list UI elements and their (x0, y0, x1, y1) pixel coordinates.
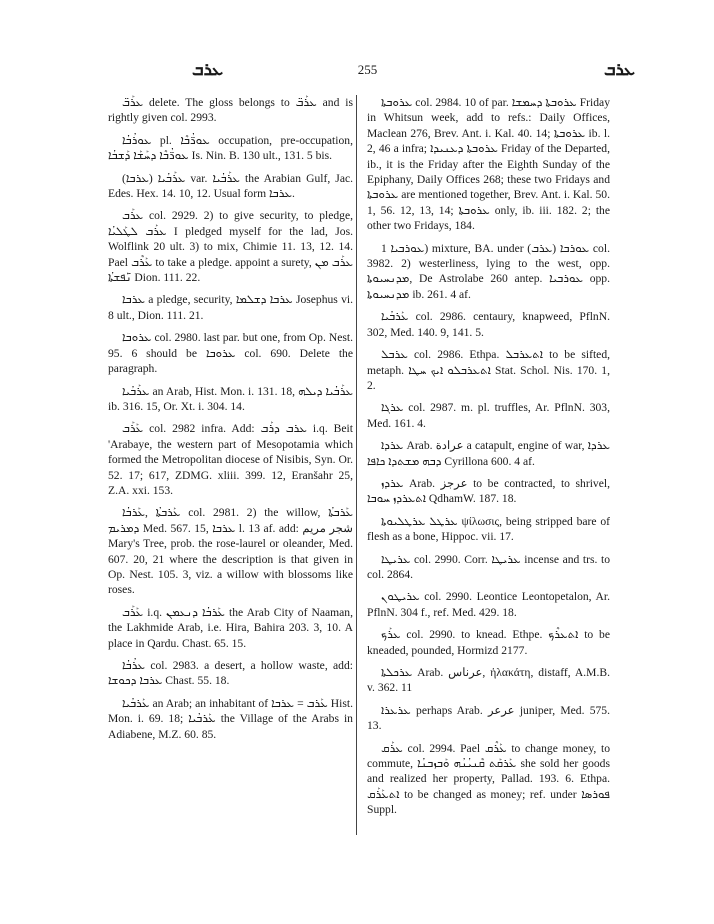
dictionary-entry: ܥܪܥܪܐ perhaps Arab. عرعر juniper, Med. 575. 13. (367, 703, 610, 733)
dictionary-entry: ܥܪܕܙ Arab. عرجز to be contracted, to shrivel, ܐܬܥܪܕܙ ܚܘܒܐ QdhamW. 187. 18. (367, 476, 610, 506)
dictionary-entry: ܥܘܪܳܒܳܐ pl. ܥܘܪ̈ܳܒܶܐ occupation, pre-occupation, ܥܘܪ̈ܳܒܶܐ ܕܚܰܫܰܐ ܕܰܫܒܳܐ Is. Nin. B. 130 ult., 131. 5 bis. (108, 133, 353, 163)
dictionary-entry: ܥܰܪܒܳܝܐ col. 2986. centaury, knapweed, PflnN. 302, Med. 140. 9, 141. 5. (367, 310, 610, 339)
dictionary-entry: ܥܪܒܐ a pledge, security, ܥܪܒܐ ܕܫܠܡܐ Josephus vi. 8 ult., Dion. 111. 21. (108, 293, 353, 322)
dictionary-entry: ܥܪܓܐ col. 2987. m. pl. truffles, Ar. PflnN. 303, Med. 161. 4. (367, 401, 610, 430)
running-head-left: ܥܪܒ (192, 60, 224, 79)
dictionary-entry: ܥܪܒܠ col. 2986. Ethpa. ܐܬܥܪܒܠ to be sifted, metaph. ܐܬܥܪܒܠܘ ܐܝܟ ܚܛܐ Stat. Schol. Nis. 170. 1, 2. (367, 348, 611, 392)
dictionary-entry: ܥܪܰܒܳܝܐ (ܥܪܒܐ) var. ܥܪܰܒܳܝܐ the Arabian Gulf, Jac. Edes. Hex. 14. 10, 12. Usual form ܥܪܒܐ. (108, 171, 354, 201)
dictionary-entry: ܥܪܝܛܘܢ col. 2990. Leontice Leontopetalon, Ar. PflnN. 304 f., ref. Med. 429. 18. (367, 590, 610, 619)
dictionary-entry: ܥܪܘܒܐ col. 2980. last par. but one, from Op. Nest. 95. 6 should be ܥܪܘܒܐ col. 690. Delete the paragraph. (108, 331, 353, 376)
dictionary-entry: ܥܰܪܒܳܝܐ an Arab; an inhabitant of ܥܰܪܒ = ܥܪܒܐ Hist. Mon. i. 69. 18; ܥܰܪܒܳܝܐ the Village of the Arabs in Adiabene, M.Z. 60. 85. (108, 696, 353, 741)
dictionary-entry: ܥܰܪܰܒ col. 2982 infra. Add: ܥܪܒ ܕܪܰܒ i.q. Beit 'Arabaye, the western part of Mesopotamia which formed the Metropolitan diocese of Nisibis, Syn. Or. 52. 17; 617, ZDMG. xliii. 399. 12, Eranšahr 25, Z.A. xxi. 153. (108, 422, 353, 497)
dictionary-entry: ܥܪܰܒܳܝܐ an Arab, Hist. Mon. i. 131. 18, ܥܪܰܒܳܝܐ ܕܝܠܗ ib. 316. 15, Or. Xt. i. 304. 14. (108, 384, 353, 413)
running-head-right: ܥܪܒ (603, 60, 635, 79)
left-column (108, 95, 353, 749)
dictionary-entry: ܥܪܰܒ col. 2929. 2) to give security, to pledge, ܥܪܰܒ ܠܛܰܠܝܳܐ I pledged myself for the lad, Jos. Wolflink 20 ult. 3) to mix, Chimie 11. 13, 12. 14. Pael ܥܰܪܶܒ to take a pledge. appoint a surety, ܥܪܰܒ ܡܢ ܢ̈ܰܦܫܬܳܐ Dion. 111. 22. (108, 209, 353, 285)
dictionary-entry: ܥܪܰܩ col. 2994. Pael ܥܰܪܶܩ to change money, to commute, ܥܰܪܩܰܬ ܩܶܢܝܳܢܳܗ ܘܰܒܙܒܢܳܐ she sold her goods and realized her property, Pallad. 193. 6. Ethpa. ܐܬܥܰܪܰܩ to be changed as money; ref. under ܦܘܪܣܐ Suppl. (367, 741, 610, 817)
dictionary-entry: ܥܰܪܒܬܳܐ ,ܥܰܪܒܳܐ col. 2981. 2) the willow, ܥܰܪܒܬܳܐ ܕܡܪܝܡ Med. 567. 15, ܥܪܒܐ l. 13 af. add: شجر مريم Mary's Tree, prob. the rose-laurel or oleander, Med. 607. 20, 21 where the description is that given in Op. Nest. 105. 3, viz. a willow with blossoms like roses. (108, 506, 354, 597)
dictionary-entry: ܥܪܕܐ Arab. عرادة a catapult, engine of war, ܥܪܕܐ ܕܒܗ ܡܫܬܕܐ ܟܐܦܐ Cyrillona 600. 4 af. (367, 439, 610, 468)
dictionary-entry: ܥܪܰܟ col. 2990. to knead. Ethpe. ܐܬܥܪܶܟ to be kneaded, pounded, Hormizd 2177. (367, 628, 610, 657)
column-divider (356, 95, 357, 835)
page-number: 255 (357, 62, 378, 77)
dictionary-entry: ܥܪܛܠ ܥܪܛܠܝܘܬܐ ψίλωσις, being stripped bare of flesh as a bone, Hippoc. vii. 17. (367, 514, 611, 544)
dictionary-entry: ܥܪܟܠܬܐ Arab. عرناس, ἠλακάτη, distaff, A.M.B. v. 362. 11 (367, 666, 610, 695)
dictionary-entry: ܥܰܪܰܒ i.q. ܥܰܪܒܳܐ ܕܢܥܡܢ the Arab City of Naaman, the Lakhmide Arab, i.e. Hira, Bahira 203. 3, 10. A place in Qardu. Chast. 65. 15. (108, 605, 353, 650)
dictionary-entry: ܥܪܝܛܐ col. 2990. Corr. ܥܪܝܛܐ incense and trs. to col. 2864. (367, 552, 610, 581)
dictionary-entry: ܥܪܘܒܬܐ col. 2984. 10 of par. ܥܪܘܒܬܐ ܕܚܡܫܐ Friday in Whitsun week, add to refs.: Daily Offices, Maclean 276, Brev. Ant. i. Kal. 40. 14; ܥܪܘܒܬܐ ib. l. 2, 46 a infra; ܥܪܘܒܬܐ ܕܥܢܝܕܐ Friday of the Departed, ib., it is the Friday after the Eighth Sunday of the Epiphany, Daily Offices 268; these two Fridays and ܥܪܘܒܬܐ are mentioned together, Brev. Ant. i. Kal. 50. 1, 56. 12, 13, 14; ܥܪܘܒܬܐ only, ib. iii. 182. 2; the other two Fridays, 184. (367, 96, 610, 233)
dictionary-entry: ܥܪܳܒܳܐ col. 2983. a desert, a hollow waste, add: ܥܪܒܐ ܕܟܘܫܐ Chast. 55. 18. (108, 659, 353, 688)
dictionary-entry: ܥܪܰܒ̈ delete. The gloss belongs to ܥܪܰܒ̈ and is rightly given col. 2993. (108, 96, 353, 125)
right-column (367, 95, 610, 825)
dictionary-entry: ܥܘܪܒܝܐ 1) mixture, BA. under ܥܘܪܒܐ (ܥܪܒ) col. 3982. 2) westerliness, lying to the west, opp. ܡܕܢܚܝܘܬܐ, De Astrolabe 260 antep. ܥܘܪܒܝܐ opp. ܡܕܢܚܝܘܬܐ ib. 261. 4 af. (367, 241, 611, 301)
page-header (100, 60, 635, 82)
